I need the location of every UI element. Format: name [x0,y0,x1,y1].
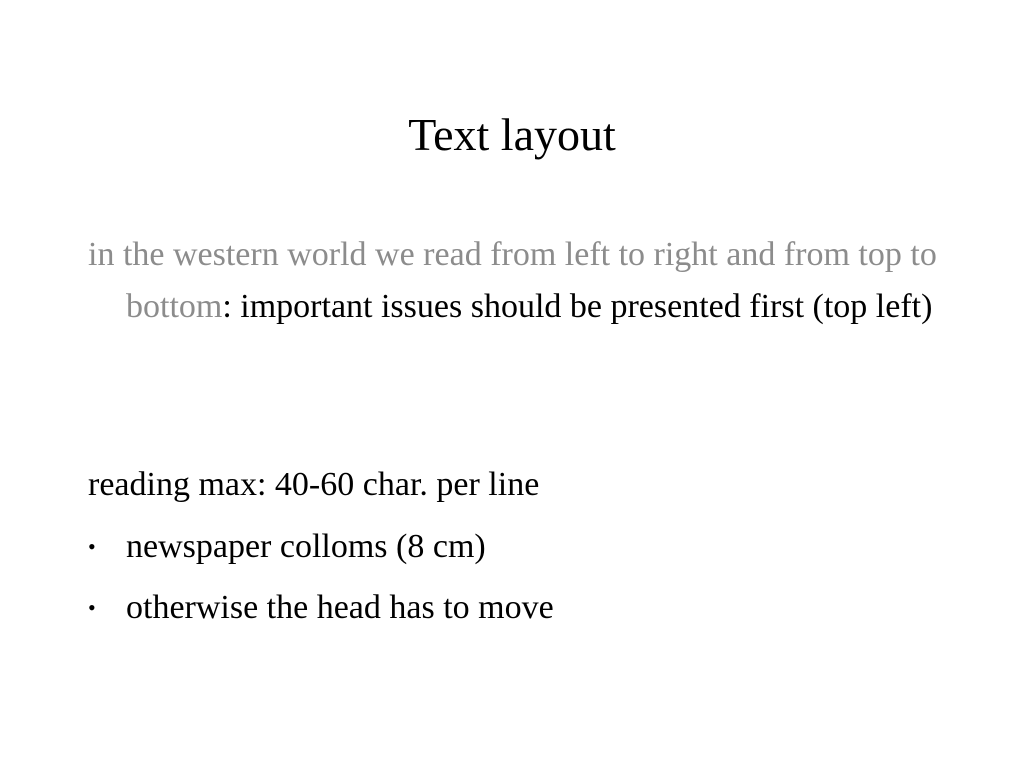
slide-title: Text layout [408,109,616,160]
paragraph-reading-max: reading max: 40-60 char. per line [88,466,540,503]
bullet-icon: • [88,595,96,620]
paragraph-black-text: : important issues should be presented first (top left) [222,288,933,325]
paragraph-reading-direction [88,229,946,333]
bullet-text: newspaper colloms (8 cm) [126,528,486,565]
paragraph-gray-text: in the western world we read from left to right and from top to bottom [88,236,937,325]
bullet-icon: • [88,534,96,559]
bullet-text: otherwise the head has to move [126,589,554,626]
